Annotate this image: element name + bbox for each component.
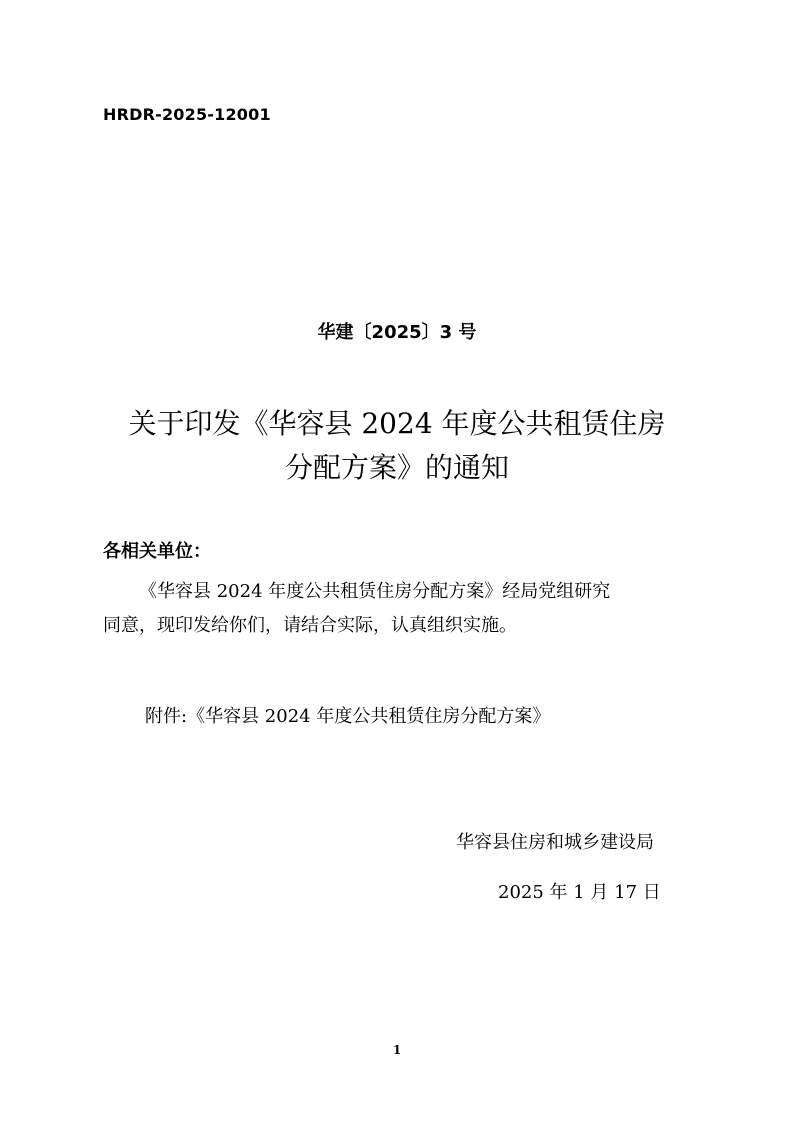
title-line-1: 关于印发《华容县 2024 年度公共租赁住房 xyxy=(128,407,666,440)
title-line-2: 分配方案》的通知 xyxy=(284,451,509,484)
attachment-note: 附件:《华容县 2024 年度公共租赁住房分配方案》 xyxy=(145,706,551,727)
document-number: 华建〔2025〕3 号 xyxy=(317,322,477,343)
issuer-signature: 华容县住房和城乡建设局 xyxy=(456,832,654,853)
salutation: 各相关单位： xyxy=(103,541,211,562)
document-title xyxy=(0,402,794,490)
page-number: 1 xyxy=(392,1043,402,1057)
document-code: HRDR-2025-12001 xyxy=(103,105,271,124)
body-line-1: 《华容县 2024 年度公共租赁住房分配方案》经局党组研究 xyxy=(139,581,611,602)
body-line-2: 同意，现印发给你们，请结合实际，认真组织实施。 xyxy=(103,615,517,636)
issue-date: 2025 年 1 月 17 日 xyxy=(498,882,661,903)
body-paragraph xyxy=(103,575,693,643)
